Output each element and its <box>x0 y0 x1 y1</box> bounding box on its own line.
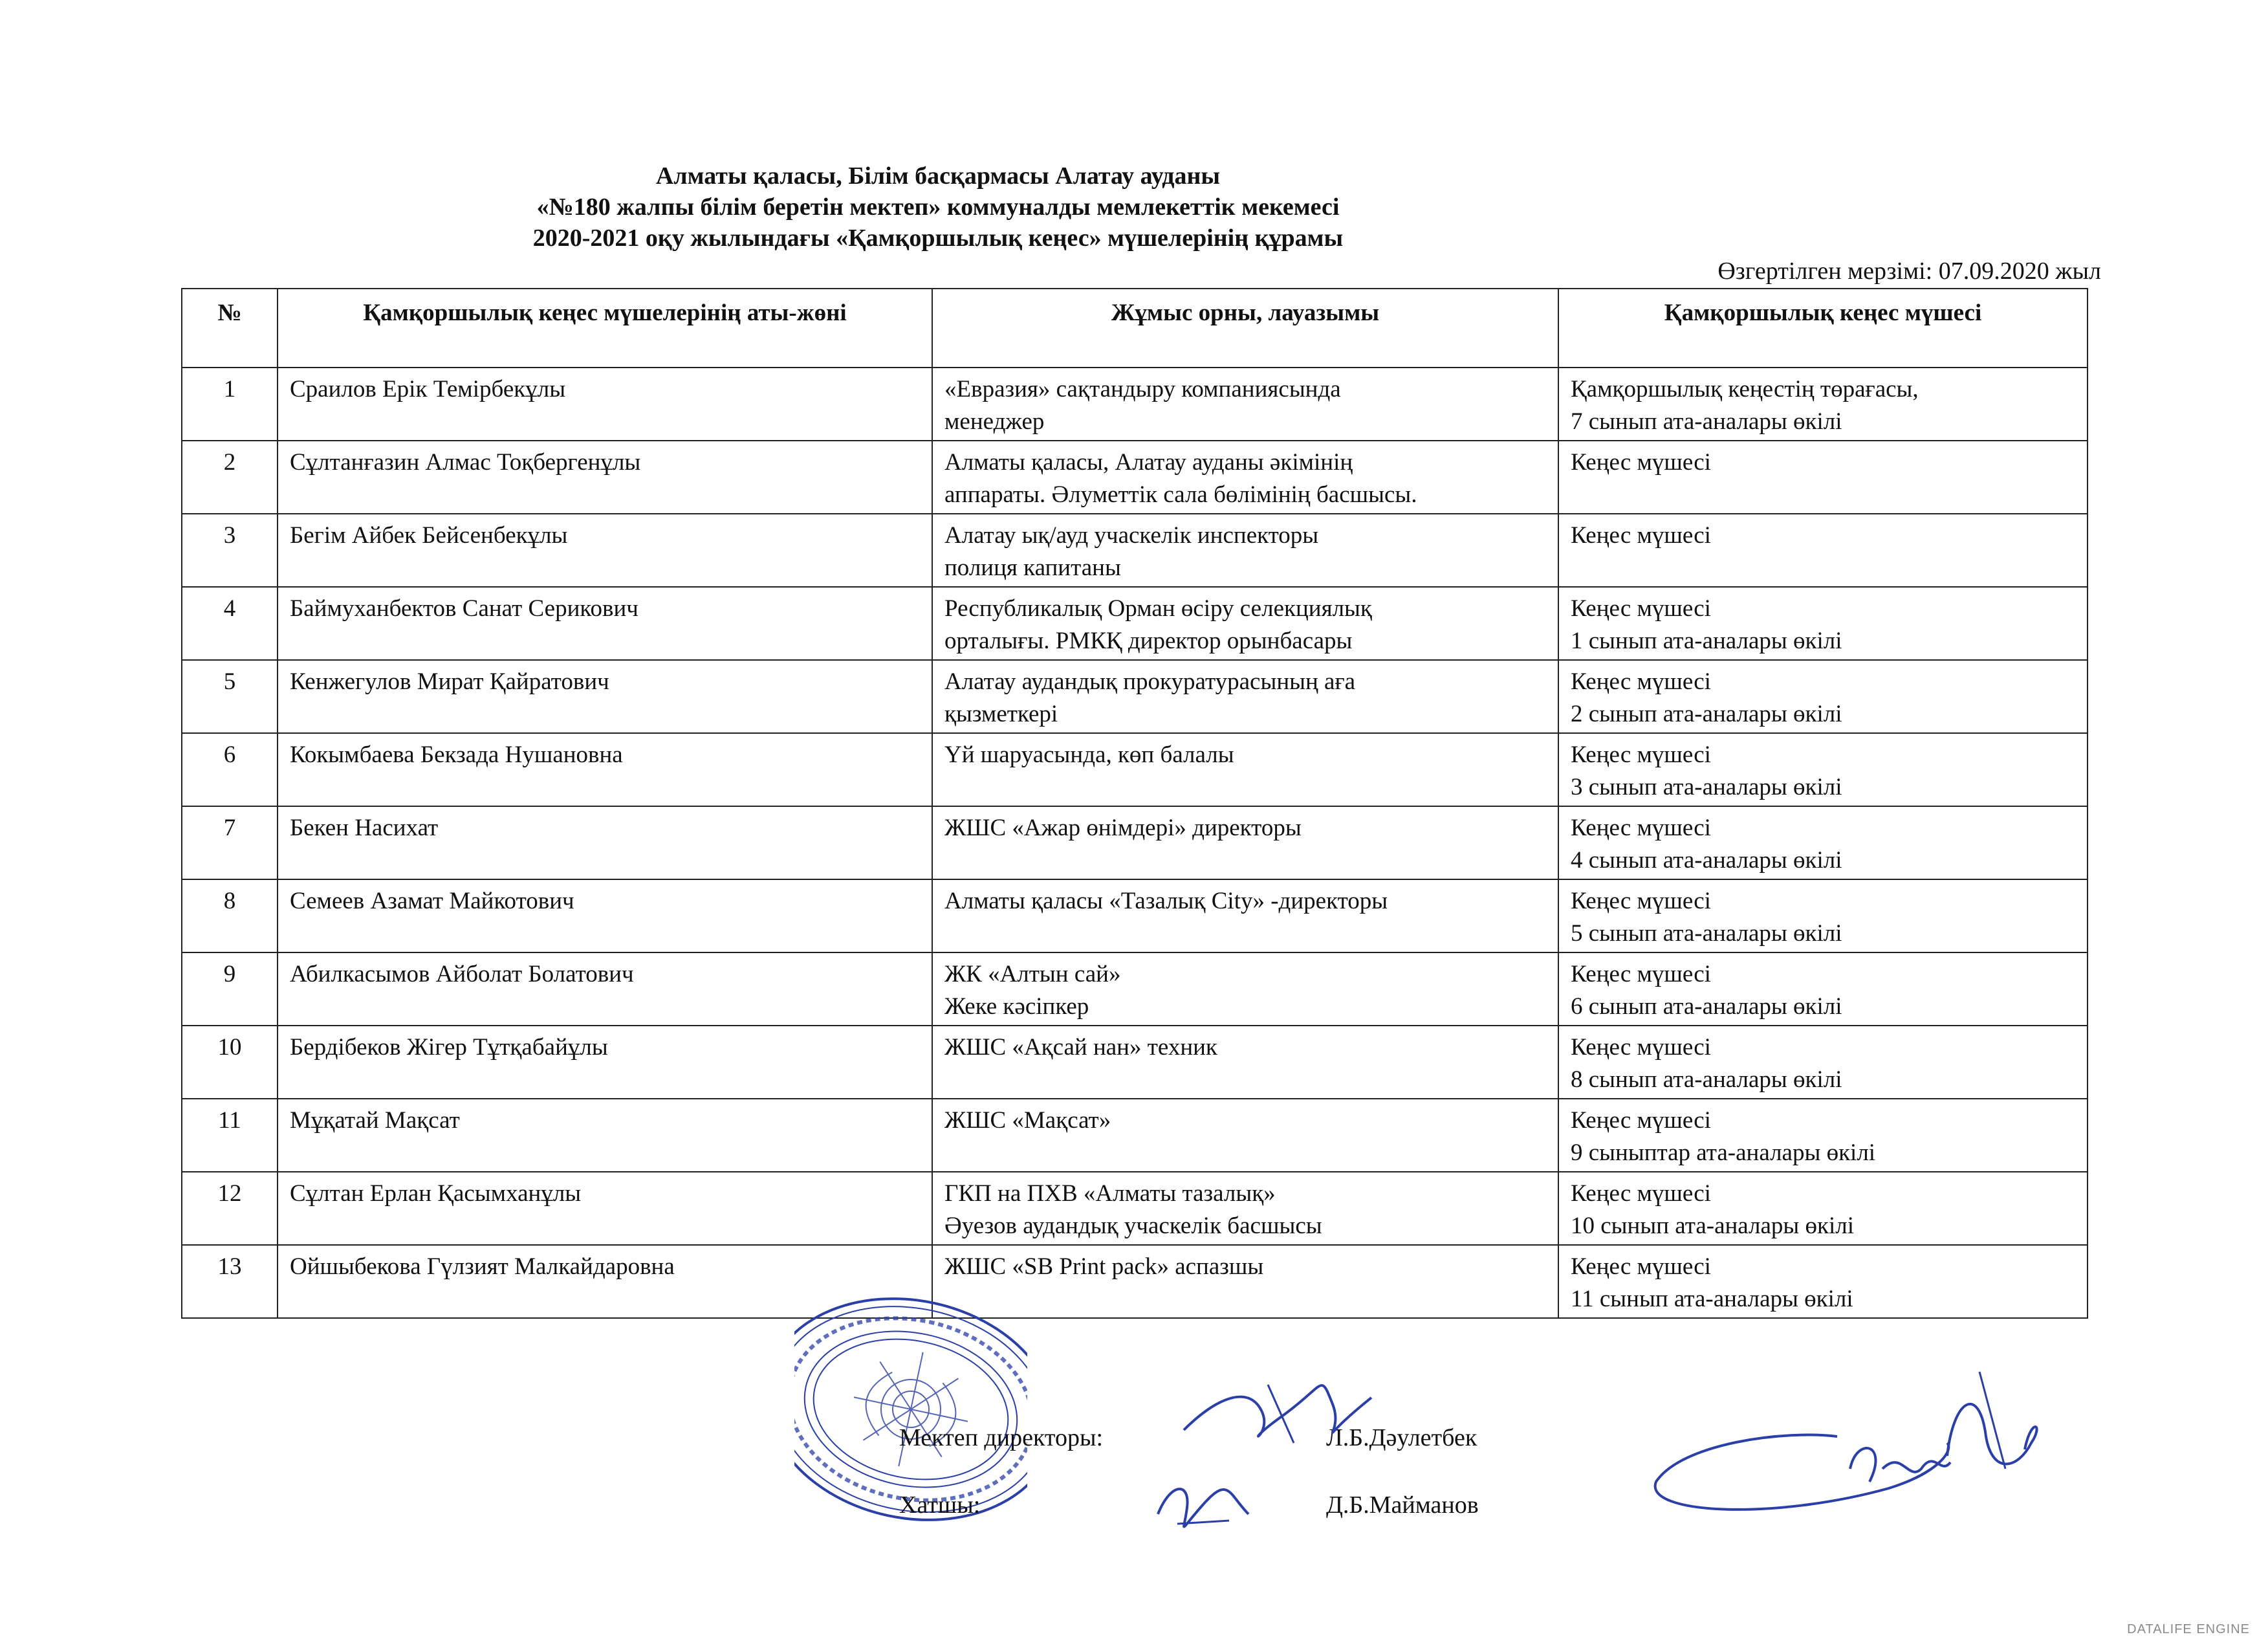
member-role-cell-line-2: 6 сынып ата-аналары өкілі <box>1571 993 1842 1020</box>
row-number-cell <box>182 1099 278 1172</box>
member-role-cell <box>1558 660 2088 733</box>
member-role-cell <box>1558 1172 2088 1245</box>
changed-date: Өзгертілген мерзімі: 07.09.2020 жыл <box>1717 258 2101 285</box>
table-row <box>182 660 2088 733</box>
work-position-cell-line-1: Алатау аудандық прокуратурасының аға <box>944 668 1356 695</box>
work-position-cell <box>932 1172 1558 1245</box>
member-role-cell-line-1: Кеңес мүшесі <box>1571 449 1711 476</box>
member-name-cell-line-1: Мұқатай Мақсат <box>290 1107 460 1134</box>
work-position-cell-line-2: менеджер <box>944 408 1045 435</box>
work-position-cell-line-1: Республикалық Орман өсіру селекциялық <box>944 595 1372 622</box>
member-name-cell-line-1: Баймуханбектов Санат Серикович <box>290 595 638 622</box>
work-position-cell-line-2: Әуезов аудандық учаскелік басшысы <box>944 1213 1322 1239</box>
table-row <box>182 879 2088 952</box>
table-row <box>182 368 2088 441</box>
work-position-cell-line-1: ЖШС «SB Print pack» аспазшы <box>944 1253 1264 1280</box>
member-role-cell-line-2: 3 сынып ата-аналары өкілі <box>1571 774 1842 800</box>
member-role-cell <box>1558 952 2088 1026</box>
work-position-cell-line-2: Жеке кәсіпкер <box>944 993 1089 1020</box>
table-row <box>182 441 2088 514</box>
column-header-name: Қамқоршылық кеңес мүшелерінің аты-жөні <box>278 289 932 368</box>
member-name-cell-line-1: Сұлтан Ерлан Қасымханұлы <box>290 1180 582 1207</box>
member-name-cell-line-1: Ойшыбекова Гүлзият Малкайдаровна <box>290 1253 675 1280</box>
column-header-member: Қамқоршылық кеңес мүшесі <box>1558 289 2088 368</box>
work-position-cell <box>932 1026 1558 1099</box>
work-position-cell-line-2: полиця капитаны <box>944 555 1121 581</box>
member-role-cell-line-1: Қамқоршылық кеңестің төрағасы, <box>1571 376 1919 402</box>
member-role-cell <box>1558 1245 2088 1318</box>
member-role-cell-line-2: 5 сынып ата-аналары өкілі <box>1571 920 1842 947</box>
document-header <box>0 160 1876 254</box>
member-name-cell-line-1: Сраилов Ерік Темірбекұлы <box>290 376 566 402</box>
work-position-cell-line-1: Үй шаруасында, көп балалы <box>944 742 1234 768</box>
row-number-cell <box>182 806 278 879</box>
row-number-cell-line-1: 13 <box>217 1253 242 1280</box>
work-position-cell <box>932 1099 1558 1172</box>
member-name-cell <box>278 368 932 441</box>
table-row <box>182 806 2088 879</box>
table-row <box>182 1099 2088 1172</box>
member-role-cell <box>1558 368 2088 441</box>
table-body <box>182 368 2088 1318</box>
row-number-cell <box>182 1245 278 1318</box>
row-number-cell <box>182 879 278 952</box>
member-name-cell-line-1: Кокымбаева Бекзада Нушановна <box>290 742 623 768</box>
row-number-cell <box>182 368 278 441</box>
table-row <box>182 952 2088 1026</box>
work-position-cell <box>932 806 1558 879</box>
additional-signature <box>1643 1359 2057 1527</box>
member-role-cell-line-2: 10 сынып ата-аналары өкілі <box>1571 1213 1855 1239</box>
member-name-cell <box>278 879 932 952</box>
header-line-2: «№180 жалпы білім беретін мектеп» коммуналды мемлекеттік мекемесі <box>536 193 1340 221</box>
member-name-cell <box>278 514 932 587</box>
director-signature <box>1177 1359 1384 1462</box>
secretary-signature <box>1151 1469 1255 1540</box>
column-header-number: № <box>182 289 278 368</box>
work-position-cell-line-1: Алатау ық/ауд учаскелік инспекторы <box>944 522 1319 549</box>
member-name-cell <box>278 806 932 879</box>
row-number-cell-line-1: 12 <box>217 1180 242 1207</box>
member-name-cell-line-1: Бекен Насихат <box>290 815 439 841</box>
row-number-cell-line-1: 11 <box>218 1107 241 1134</box>
row-number-cell-line-1: 5 <box>223 668 236 695</box>
row-number-cell-line-1: 4 <box>223 595 236 622</box>
work-position-cell <box>932 660 1558 733</box>
members-table <box>181 288 2088 1319</box>
director-name: Л.Б.Дәулетбек <box>1326 1424 1477 1451</box>
member-role-cell-line-2: 8 сынып ата-аналары өкілі <box>1571 1066 1842 1093</box>
row-number-cell-line-1: 3 <box>223 522 236 549</box>
column-header-work: Жұмыс орны, лауазымы <box>932 289 1558 368</box>
work-position-cell-line-1: Алматы қаласы «Тазалық City» -директоры <box>944 888 1388 914</box>
work-position-cell-line-1: Алматы қаласы, Алатау ауданы әкімінің <box>944 449 1353 476</box>
member-role-cell-line-1: Кеңес мүшесі <box>1571 1253 1711 1280</box>
member-role-cell-line-2: 11 сынып ата-аналары өкілі <box>1571 1286 1853 1312</box>
work-position-cell-line-1: «Евразия» сақтандыру компаниясында <box>944 376 1341 402</box>
member-name-cell <box>278 952 932 1026</box>
member-role-cell <box>1558 806 2088 879</box>
work-position-cell <box>932 879 1558 952</box>
member-role-cell-line-1: Кеңес мүшесі <box>1571 961 1711 987</box>
member-role-cell-line-2: 7 сынып ата-аналары өкілі <box>1571 408 1842 435</box>
work-position-cell-line-2: қызметкері <box>944 701 1058 727</box>
row-number-cell <box>182 1026 278 1099</box>
row-number-cell <box>182 733 278 806</box>
work-position-cell <box>932 441 1558 514</box>
member-role-cell <box>1558 1099 2088 1172</box>
table-row <box>182 1172 2088 1245</box>
member-name-cell <box>278 1099 932 1172</box>
work-position-cell-line-2: аппараты. Әлуметтік сала бөлімінің басшысы. <box>944 481 1417 508</box>
work-position-cell <box>932 587 1558 660</box>
member-name-cell-line-1: Бердібеков Жігер Тұтқабайұлы <box>290 1034 608 1061</box>
table-row <box>182 1245 2088 1318</box>
row-number-cell-line-1: 2 <box>223 449 236 476</box>
row-number-cell <box>182 952 278 1026</box>
watermark-logo: DATALIFE ENGINE <box>2127 1622 2250 1636</box>
member-role-cell-line-1: Кеңес мүшесі <box>1571 888 1711 914</box>
row-number-cell-line-1: 10 <box>217 1034 242 1061</box>
work-position-cell-line-1: ГКП на ПХВ «Алматы тазалық» <box>944 1180 1276 1207</box>
work-position-cell <box>932 514 1558 587</box>
row-number-cell-line-1: 7 <box>223 815 236 841</box>
member-role-cell-line-1: Кеңес мүшесі <box>1571 1107 1711 1134</box>
member-role-cell-line-1: Кеңес мүшесі <box>1571 742 1711 768</box>
member-name-cell <box>278 441 932 514</box>
work-position-cell-line-1: ЖШС «Мақсат» <box>944 1107 1111 1134</box>
member-name-cell <box>278 1026 932 1099</box>
member-role-cell-line-2: 9 сыныптар ата-аналары өкілі <box>1571 1139 1876 1166</box>
member-role-cell-line-1: Кеңес мүшесі <box>1571 668 1711 695</box>
work-position-cell-line-1: ЖК «Алтын сай» <box>944 961 1121 987</box>
member-role-cell <box>1558 1026 2088 1099</box>
member-role-cell-line-2: 4 сынып ата-аналары өкілі <box>1571 847 1842 874</box>
work-position-cell <box>932 368 1558 441</box>
member-name-cell-line-1: Кенжегулов Мират Қайратович <box>290 668 609 695</box>
row-number-cell <box>182 1172 278 1245</box>
member-name-cell-line-1: Абилкасымов Айболат Болатович <box>290 961 634 987</box>
row-number-cell-line-1: 9 <box>223 961 236 987</box>
member-role-cell <box>1558 587 2088 660</box>
row-number-cell <box>182 441 278 514</box>
member-name-cell-line-1: Семеев Азамат Майкотович <box>290 888 574 914</box>
table-header-row <box>182 289 2088 368</box>
secretary-name: Д.Б.Майманов <box>1326 1491 1479 1519</box>
member-role-cell <box>1558 514 2088 587</box>
row-number-cell <box>182 514 278 587</box>
member-name-cell-line-1: Сұлтанғазин Алмас Тоқбергенұлы <box>290 449 641 476</box>
row-number-cell <box>182 587 278 660</box>
work-position-cell-line-1: ЖШС «Ажар өнімдері» директоры <box>944 815 1302 841</box>
table-row <box>182 733 2088 806</box>
work-position-cell-line-1: ЖШС «Ақсай нан» техник <box>944 1034 1217 1061</box>
header-line-1: Алматы қаласы, Білім басқармасы Алатау ауданы <box>655 162 1221 190</box>
row-number-cell-line-1: 1 <box>223 376 236 402</box>
header-line-3: 2020-2021 оқу жылындағы «Қамқоршылық кеңес» мүшелерінің құрамы <box>532 225 1344 252</box>
member-name-cell-line-1: Бегім Айбек Бейсенбекұлы <box>290 522 568 549</box>
work-position-cell <box>932 952 1558 1026</box>
member-role-cell-line-1: Кеңес мүшесі <box>1571 815 1711 841</box>
table-row <box>182 514 2088 587</box>
member-role-cell-line-1: Кеңес мүшесі <box>1571 595 1711 622</box>
work-position-cell-line-2: орталығы. РМКҚ директор орынбасары <box>944 628 1353 654</box>
row-number-cell-line-1: 8 <box>223 888 236 914</box>
member-role-cell-line-2: 2 сынып ата-аналары өкілі <box>1571 701 1842 727</box>
member-name-cell <box>278 733 932 806</box>
row-number-cell-line-1: 6 <box>223 742 236 768</box>
member-role-cell-line-1: Кеңес мүшесі <box>1571 1034 1711 1061</box>
member-role-cell-line-2: 1 сынып ата-аналары өкілі <box>1571 628 1842 654</box>
member-role-cell <box>1558 441 2088 514</box>
director-title: Мектеп директоры: <box>899 1424 1104 1451</box>
member-role-cell <box>1558 733 2088 806</box>
secretary-title: Хатшы: <box>899 1491 981 1519</box>
member-role-cell-line-1: Кеңес мүшесі <box>1571 522 1711 549</box>
row-number-cell <box>182 660 278 733</box>
member-name-cell <box>278 660 932 733</box>
member-name-cell <box>278 1172 932 1245</box>
table-row <box>182 1026 2088 1099</box>
member-role-cell-line-1: Кеңес мүшесі <box>1571 1180 1711 1207</box>
member-name-cell <box>278 587 932 660</box>
table-row <box>182 587 2088 660</box>
work-position-cell <box>932 733 1558 806</box>
member-role-cell <box>1558 879 2088 952</box>
